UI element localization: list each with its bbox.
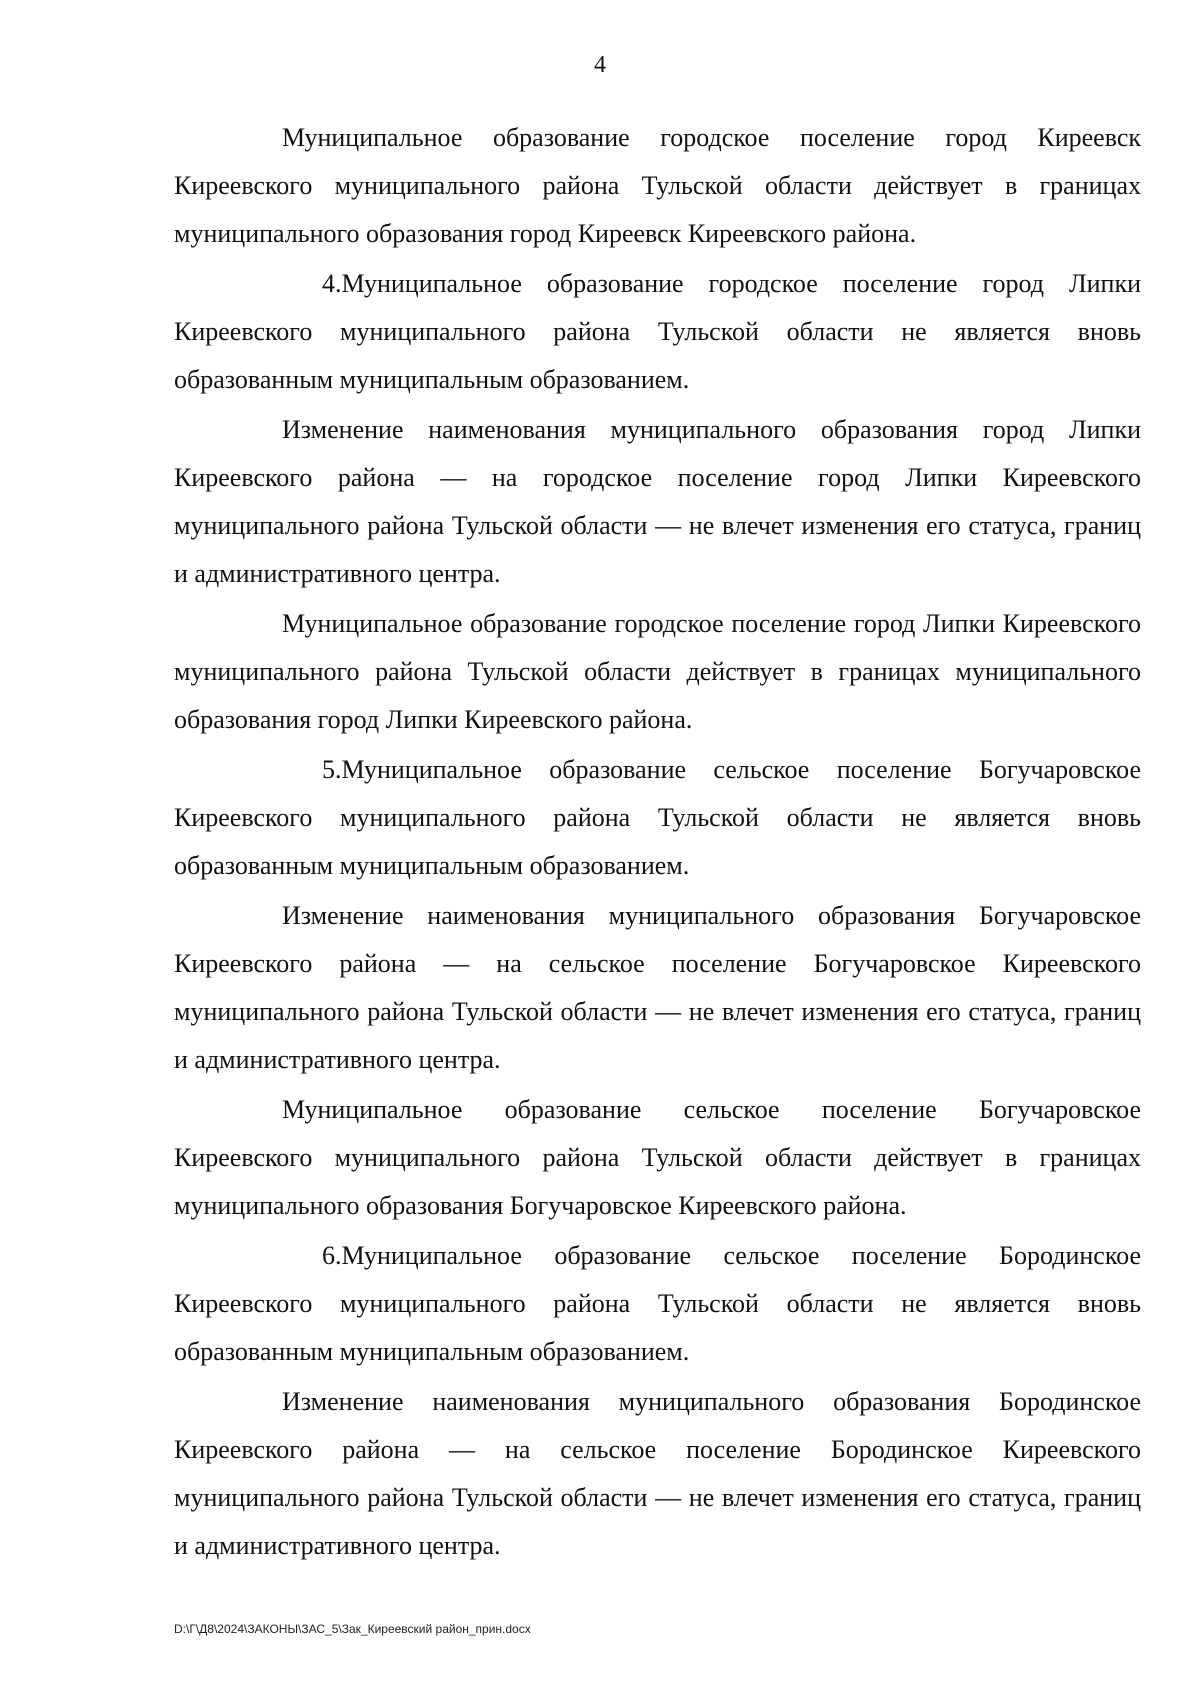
file-path-footer: D:\Г\Д8\2024\ЗАКОНЫ\ЗАС_5\Зак_Киреевский район_прин.docx (174, 1622, 531, 1636)
paragraph (174, 600, 1141, 744)
paragraph-text: Муниципальное образование городское поселение город Липки Киреевского муниципального района Тульской области не является вновь образованным муниципальным образованием. (174, 269, 1141, 394)
paragraph-text: Изменение наименования муниципального образования Богучаровское Киреевского района — на сельское поселение Богучаровское Киреевского муниципального района Тульской области — не влечет изменения его статуса, границ и административного центра. (174, 901, 1141, 1074)
paragraph-text: Муниципальное образование сельское поселение Богучаровское Киреевского муниципального района Тульской области действует в границах муниципального образования Богучаровское Киреевского района. (174, 1095, 1141, 1220)
paragraph (174, 1086, 1141, 1230)
paragraph (174, 746, 1141, 890)
paragraph (174, 1232, 1141, 1376)
paragraph-text: Изменение наименования муниципального образования Бородинское Киреевского района — на сельское поселение Бородинское Киреевского муниципального района Тульской области — не влечет изменения его статуса, границ и административного центра. (174, 1387, 1141, 1560)
paragraph-text: Муниципальное образование сельское поселение Богучаровское Киреевского муниципального района Тульской области не является вновь образованным муниципальным образованием. (174, 755, 1141, 880)
paragraph (174, 406, 1141, 598)
paragraph-number: 5. (322, 755, 342, 784)
paragraph (174, 260, 1141, 404)
page-number: 4 (594, 52, 606, 78)
paragraph (174, 114, 1141, 258)
paragraph-text: Муниципальное образование городское поселение город Липки Киреевского муниципального района Тульской области действует в границах муниципального образования город Липки Киреевского района. (174, 609, 1141, 734)
document-body (174, 114, 1141, 1572)
paragraph (174, 892, 1141, 1084)
paragraph-text: Муниципальное образование городское поселение город Киреевск Киреевского муниципального района Тульской области действует в границах муниципального образования город Киреевск Киреевского района. (174, 123, 1141, 248)
paragraph-text: Изменение наименования муниципального образования город Липки Киреевского района — на городское поселение город Липки Киреевского муниципального района Тульской области — не влечет изменения его статуса, границ и административного центра. (174, 415, 1141, 588)
paragraph-number: 6. (322, 1241, 342, 1270)
paragraph (174, 1378, 1141, 1570)
paragraph-text: Муниципальное образование сельское поселение Бородинское Киреевского муниципального района Тульской области не является вновь образованным муниципальным образованием. (174, 1241, 1141, 1366)
paragraph-number: 4. (322, 269, 342, 298)
